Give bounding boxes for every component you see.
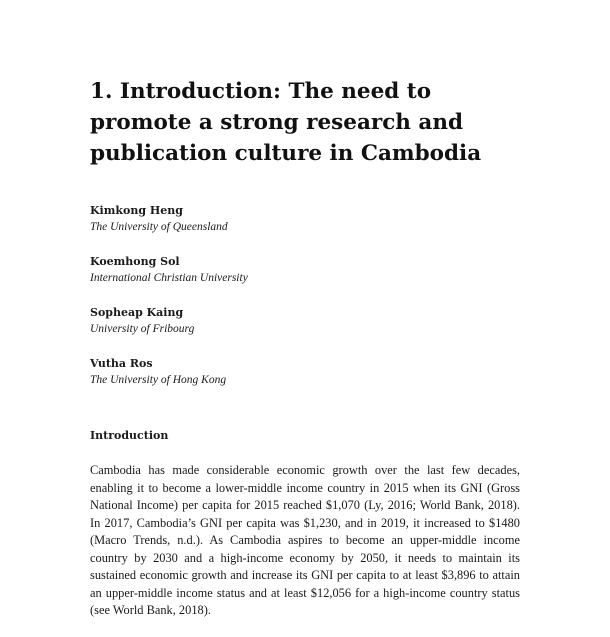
author-name: Vutha Ros <box>90 357 153 370</box>
author-block <box>90 202 520 236</box>
author-block <box>90 253 520 287</box>
document-page <box>90 76 520 632</box>
author-name: Koemhong Sol <box>90 255 180 268</box>
section-heading: Introduction <box>90 429 169 442</box>
author-block <box>90 304 520 338</box>
chapter-title: 1. Introduction: The need to promote a strong research and publication culture in Cambodia <box>90 79 482 166</box>
author-name: Sopheap Kaing <box>90 306 184 319</box>
author-name: Kimkong Heng <box>90 204 183 217</box>
author-affiliation: International Christian University <box>90 272 248 284</box>
author-affiliation: The University of Hong Kong <box>90 374 227 386</box>
author-affiliation: University of Fribourg <box>90 323 195 335</box>
author-list <box>90 202 520 389</box>
body-paragraph: Cambodia has made considerable economic growth over the last few decades, enabling it to become a lower-middle income country in 2015 when its GNI (Gross National Income) per capita for 2015 reached $1,070 (Ly, 2016; World Bank, 2018). In 2017, Cambodia’s GNI per capita was $1,230, and in 2019, it increased to $1480 (Macro Trends, n.d.). As Cambodia aspires to become an upper-middle income country by 2030 and a high-income economy by 2050, it needs to maintain its sustained economic growth and increase its GNI per capita to at least $3,896 to attain an upper-middle income status and at least $12,056 for a high-income country status (see World Bank, 2018). <box>90 463 520 617</box>
author-affiliation: The University of Queensland <box>90 221 228 233</box>
author-block <box>90 355 520 389</box>
